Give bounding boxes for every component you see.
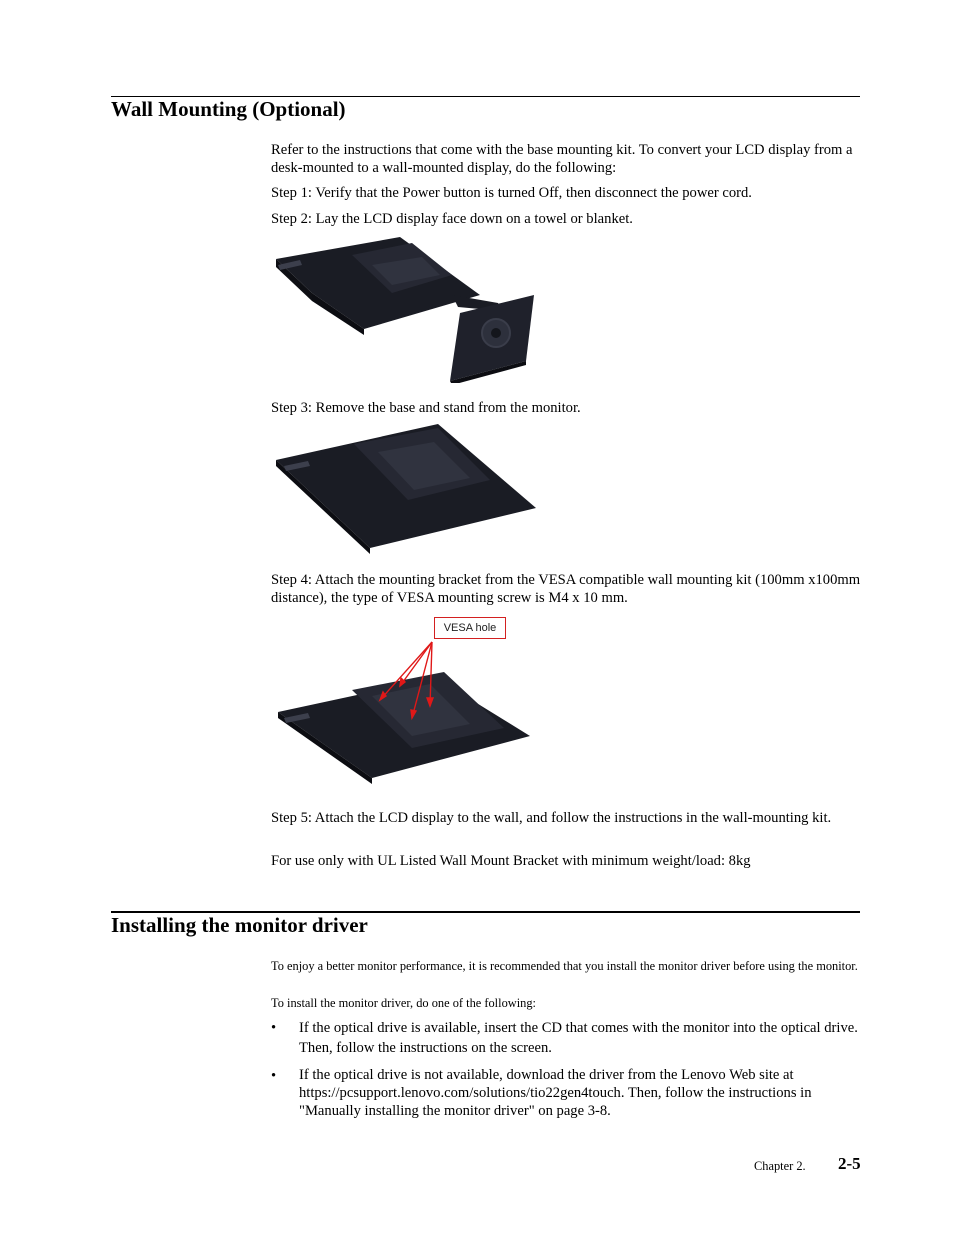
driver-intro: To enjoy a better monitor performance, it is recommended that you install the monitor driver before using the monitor. [271,959,858,973]
section-title-installing-driver: Installing the monitor driver [111,913,368,937]
wall-mounting-intro: Refer to the instructions that come with the base mounting kit. To convert your LCD display from a desk-mounted to a wall-mounted display, do the following: [271,142,853,176]
ul-listed-note: For use only with UL Listed Wall Mount Bracket with minimum weight/load: 8kg [271,853,751,869]
bullet-optical-drive-unavailable: If the optical drive is not available, download the driver from the Lenovo Web site at https://pcsupport.lenovo.com/solutions/tio22gen4touch. Then, follow the instructions in "Manually installing the monitor driver" on page 3-8. [299,1067,812,1119]
bullet-marker-2: • [271,1068,277,1084]
step-2: Step 2: Lay the LCD display face down on a towel or blanket. [271,211,633,227]
figure-monitor-face-down-with-stand [272,235,538,383]
figure-monitor-vesa-holes [274,638,534,784]
bullet-optical-drive-available: If the optical drive is available, insert the CD that comes with the monitor into the optical drive. Then, follow the instructions on the screen. [299,1020,858,1056]
vesa-hole-callout: VESA hole [434,617,506,639]
section-title-wall-mounting: Wall Mounting (Optional) [111,97,346,121]
step-3: Step 3: Remove the base and stand from the monitor. [271,400,581,416]
step-4: Step 4: Attach the mounting bracket from the VESA compatible wall mounting kit (100mm x100mm distance), the type of VESA mounting screw is M4 x 10 mm. [271,572,861,606]
bullet-marker-1: • [271,1020,277,1036]
figure-monitor-without-stand [274,422,538,554]
driver-lead: To install the monitor driver, do one of the following: [271,996,536,1010]
footer-chapter: Chapter 2. [754,1159,806,1173]
step-1: Step 1: Verify that the Power button is turned Off, then disconnect the power cord. [271,185,752,201]
step-5: Step 5: Attach the LCD display to the wall, and follow the instructions in the wall-mounting kit. [271,810,832,826]
footer-page-number: 2-5 [838,1154,861,1173]
